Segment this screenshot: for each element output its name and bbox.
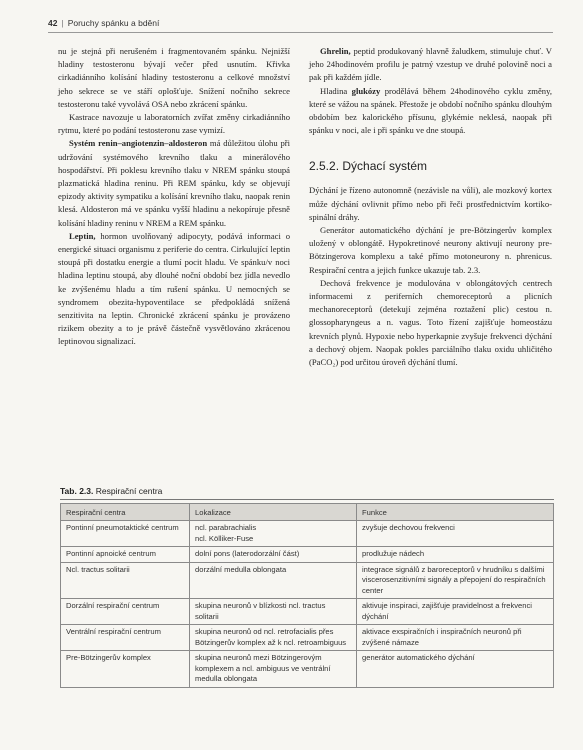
paragraph-testosterone	[58, 45, 290, 111]
respiratory-centers-table	[60, 503, 554, 688]
table-row	[61, 651, 554, 688]
column-header: Lokalizace	[190, 504, 357, 521]
paragraph-text: nu je stejná při nerušeném i fragmentovaném spánku. Nejnižší hladiny testosteronu bývají večer před usnutím. Křivka cirkadiánního kolísání hladiny testosteronu a celkové množství jeho sekrece se ve stáří oplošťuje. Snížení nočního sekrece testosteronu také vyvolává OSA nebo zkrácení spánku.	[58, 46, 290, 109]
paragraph-bold-lead: Systém renin–angiotenzin–aldosteron	[69, 138, 208, 149]
table-caption-text: Respirační centra	[95, 486, 163, 496]
table-cell: zvyšuje dechovou frekvenci	[357, 521, 554, 547]
table-cell: dorzální medulla oblongata	[190, 562, 357, 599]
paragraph-text: peptid produkovaný hlavně žaludkem, stimuluje chuť. V jeho 24hodinovém profilu je patrný vzestup ve druhé polovině noci a pak při každém jídle.	[309, 46, 552, 83]
paragraph-bold-lead: Leptin,	[69, 230, 96, 241]
table-cell: Pontinní apnoické centrum	[61, 547, 190, 563]
paragraph-leptin	[58, 230, 290, 349]
left-text-column	[58, 45, 290, 349]
paragraph-text: Dýchání je řízeno autonomně (nezávisle na vůli), ale mozkový kortex může dýchání ovlivnit přímo nebo při řeči prostřednictvím kortiko-spinální dráhy.	[309, 185, 552, 222]
paragraph-text: má důležitou úlohu při udržování systémového krevního tlaku a minerálového hospodářství. Při poklesu krevního tlaku v NREM spánku stoupá plazmatická hladina reninu. Při REM spánku, kdy se objevují epizody aktivity sympatiku a kolísání krevního tlaku, naopak renin klesá. Aldosteron má ve spánku vyšší hladinu a nekopíruje přesně kolísání hladiny reninu v NREM a REM spánku.	[58, 138, 290, 228]
table-header-row	[61, 504, 554, 521]
table-cell: Ventrální respirační centrum	[61, 625, 190, 651]
table-section	[60, 486, 554, 688]
table-cell: skupina neuronů v blízkosti ncl. tractus solitarii	[190, 599, 357, 625]
table-cell: generátor automatického dýchání	[357, 651, 554, 688]
table-row	[61, 562, 554, 599]
chapter-title: Poruchy spánku a bdění	[67, 18, 160, 28]
paragraph-bold-lead: Ghrelin,	[320, 46, 351, 56]
column-header: Funkce	[357, 504, 554, 521]
paragraph-text: Dechová frekvence je modulována v oblongátových centrech informacemi z periferních chemoreceptorů a plicních mechanoreceptorů (detekují zejména roztažení plic) cestou n. glossopharyngeus a n. vagus. Toto řízení zajišťuje homeostázu krevních plynů. Hypoxie nebo hyperkapnie zvyšuje frekvenci dýchání a dechový objem. Naopak pokles parciálního tlaku oxidu uhličitého (PaCO₂) pod určitou úroveň dýchání tlumí.	[309, 277, 552, 368]
paragraph-respiratory-rate	[309, 277, 552, 369]
running-header	[48, 18, 553, 33]
paragraph-raas	[58, 137, 290, 229]
right-text-column	[309, 45, 552, 369]
section-subheading: 2.5.2. Dýchací systém	[309, 159, 428, 174]
table-cell: Pontinní pneumotaktické centrum	[61, 521, 190, 547]
table-row	[61, 521, 554, 547]
table-cell: prodlužuje nádech	[357, 547, 554, 563]
table-cell: aktivuje inspiraci, zajišťuje pravidelnost a frekvenci dýchání	[357, 599, 554, 625]
table-row	[61, 599, 554, 625]
table-cell: Ncl. tractus solitarii	[61, 562, 190, 599]
table-cell: skupina neuronů mezi Bötzingerovým komplexem a ncl. ambiguus ve ventrální medulla oblongata	[190, 651, 357, 688]
table-cell: integrace signálů z baroreceptorů v hrudníku s dalšími viscerosenzitivními signály a přepojení do respiračních center	[357, 562, 554, 599]
table-cell: dolní pons (laterodorzální část)	[190, 547, 357, 563]
paragraph-text: hormon uvolňovaný adipocyty, podává informaci o energické situaci organismu z periferie do centra. Cirkulující leptin stoupá při dostatku energie a tlumí pocit hladu. Ve spánku/v noci hladina leptinu stoupá, aby dlouhé noční období bez jídla nevedlo ke zvýšenému hladu a tím rušení spánku. U nemocných se syndromem obezita-hypoventilace se předpokládá snížená senzitivita na leptin. Chronické zkrácení spánku je provázeno rizikem obezity a to je právě částečně vysvětlováno zkrácenou leptinovou signalizací.	[58, 230, 290, 347]
table-caption-label: Tab. 2.3.	[60, 486, 94, 496]
paragraph-prefix: Hladina	[320, 85, 352, 96]
table-row	[61, 547, 554, 563]
table-cell: skupina neuronů od ncl. retrofacialis přes Bötzingerův komplex až k ncl. retroambiguus	[190, 625, 357, 651]
table-caption	[60, 486, 554, 500]
table-cell: aktivace exspiračních i inspiračních neuronů při zvýšené námaze	[357, 625, 554, 651]
header-separator: |	[61, 18, 64, 28]
table-cell: Dorzální respirační centrum	[61, 599, 190, 625]
page-number: 42	[48, 18, 58, 28]
paragraph-ghrelin	[309, 45, 552, 85]
paragraph-text: prodělává během 24hodinového cyklu změny, které se vážou na spánek. Přestože je období nočního spánku dlouhým obdobím bez kalorického přísunu, glykémie neklesá, naopak při spánku v noci, ale i při spánku ve dne stoupá.	[309, 85, 552, 136]
paragraph-text: Kastrace navozuje u laboratorních zvířat změny cirkadiánního rytmu, které po podání testosteronu zase vymizí.	[58, 112, 290, 136]
paragraph-bold-term: glukózy	[351, 85, 381, 96]
table-row	[61, 625, 554, 651]
paragraph-breathing-control	[309, 184, 552, 224]
paragraph-glucose	[309, 85, 552, 138]
paragraph-text: Generátor automatického dýchání je pre-Bötzingerův komplex uložený v oblongátě. Hypokretinové neurony aktivují neurony pre-Bötzingerova komplexu a také přímo motoneurony n. phrenicus. Respirační centra a jejich funkce ukazuje tab. 2.3.	[309, 225, 552, 275]
column-header: Respirační centra	[61, 504, 190, 521]
table-cell: Pre-Bötzingerův komplex	[61, 651, 190, 688]
table-cell: ncl. parabrachialis ncl. Kölliker-Fuse	[190, 521, 357, 547]
paragraph-castration	[58, 111, 290, 137]
paragraph-pre-botzinger	[309, 224, 552, 277]
